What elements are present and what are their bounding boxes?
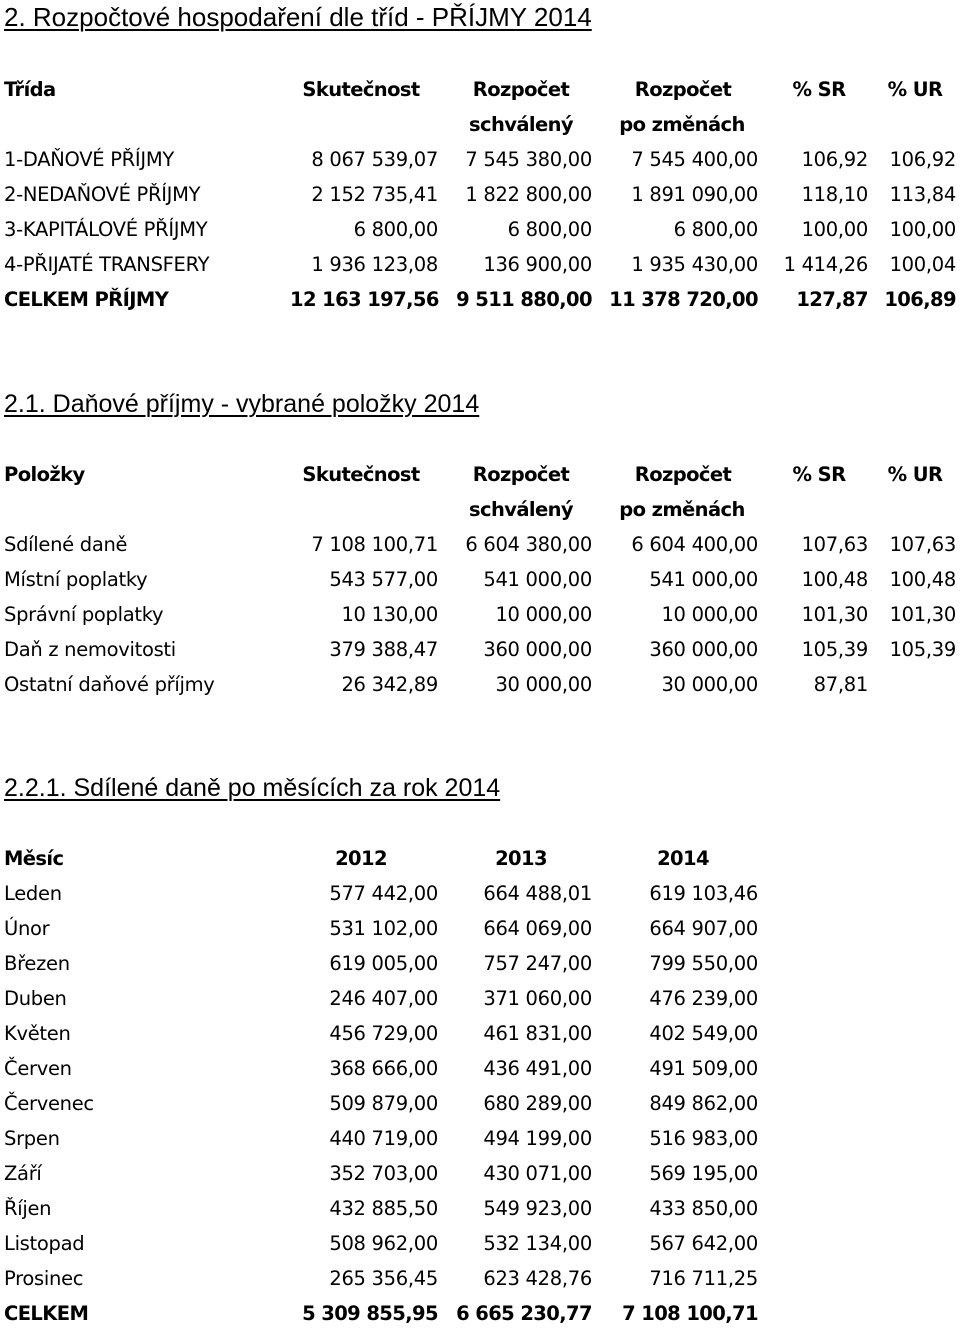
table-header-cell: Rozpočet: [634, 463, 732, 486]
table-row-cell: 246 407,00: [329, 987, 438, 1010]
table-header-cell: % SR: [792, 463, 846, 486]
table-row-cell: 799 550,00: [649, 952, 758, 975]
table-row-cell: Srpen: [4, 1127, 60, 1150]
table-row-cell: 265 356,45: [329, 1267, 438, 1290]
table-row-cell: 664 069,00: [483, 917, 592, 940]
table-total-row-cell: 11 378 720,00: [609, 288, 758, 311]
table-row-cell: 494 199,00: [483, 1127, 592, 1150]
table-header-sub-cell: schválený: [468, 498, 574, 521]
table-row: [0, 1191, 960, 1226]
table-row-cell: 716 711,25: [649, 1267, 758, 1290]
table-row-cell: 7 545 380,00: [465, 148, 592, 171]
table-total-row-cell: 12 163 197,56: [290, 288, 439, 311]
table-row-cell: 371 060,00: [483, 987, 592, 1010]
table-row-cell: 456 729,00: [329, 1022, 438, 1045]
table-row-cell: 30 000,00: [661, 673, 758, 696]
table-row-cell: Místní poplatky: [4, 568, 148, 591]
table-row-cell: 87,81: [813, 673, 868, 696]
table-row-cell: 100,48: [801, 568, 868, 591]
table-row-cell: 664 907,00: [649, 917, 758, 940]
table-row-cell: Sdílené daně: [4, 533, 128, 556]
table-row-cell: 30 000,00: [495, 673, 592, 696]
table-row-cell: 101,30: [801, 603, 868, 626]
table-row-cell: Leden: [4, 882, 62, 905]
table-row-cell: Daň z nemovitosti: [4, 638, 176, 661]
table-row-cell: Říjen: [4, 1197, 52, 1220]
table-row-cell: Prosinec: [4, 1267, 84, 1290]
table-row: [0, 1086, 960, 1121]
table-total-row-cell: 7 108 100,71: [622, 1302, 758, 1325]
table-row-cell: 10 000,00: [661, 603, 758, 626]
table-row-cell: 107,63: [889, 533, 956, 556]
section-title-danove-prijmy: 2.1. Daňové příjmy - vybrané položky 2014: [4, 390, 480, 418]
table-total-row-cell: CELKEM: [4, 1302, 89, 1325]
table-header-cell: Rozpočet: [472, 463, 570, 486]
table-row-cell: 531 102,00: [329, 917, 438, 940]
table-row: [0, 142, 960, 177]
section-title-sdilene-dane-mesice: 2.2.1. Sdílené daně po měsících za rok 2014: [4, 774, 501, 802]
table-header-cell: Měsíc: [4, 847, 64, 870]
table-row-cell: 8 067 539,07: [311, 148, 438, 171]
table-row-cell: 2-NEDAŇOVÉ PŘÍJMY: [4, 183, 201, 206]
table-total-row-cell: 5 309 855,95: [302, 1302, 438, 1325]
table-row-cell: 6 604 400,00: [631, 533, 758, 556]
table-row: [0, 212, 960, 247]
table-header-cell: 2012: [335, 847, 387, 870]
table-total-row: [0, 282, 960, 317]
table-header-cell: Rozpočet: [634, 78, 732, 101]
table-total-row-cell: 106,89: [884, 288, 956, 311]
table-row: [0, 876, 960, 911]
table-row-cell: Květen: [4, 1022, 71, 1045]
section-title-prijmy-trid: 2. Rozpočtové hospodaření dle tříd - PŘÍJMY 2014: [4, 2, 592, 32]
table-row-cell: 26 342,89: [341, 673, 438, 696]
table-header-cell: Skutečnost: [302, 463, 420, 486]
table-header-cell: Rozpočet: [472, 78, 570, 101]
table-row-cell: 508 962,00: [329, 1232, 438, 1255]
table-row-cell: Září: [4, 1162, 42, 1185]
table-row-cell: 379 388,47: [329, 638, 438, 661]
table-total-row-cell: 127,87: [796, 288, 868, 311]
table-row-cell: 101,30: [889, 603, 956, 626]
table-row-cell: 1 414,26: [783, 253, 868, 276]
table-row-cell: 100,00: [801, 218, 868, 241]
table-row-cell: 664 488,01: [483, 882, 592, 905]
table-row-cell: 7 545 400,00: [631, 148, 758, 171]
table-row: [0, 177, 960, 212]
table-total-row-cell: 9 511 880,00: [456, 288, 592, 311]
table-row-cell: 432 885,50: [329, 1197, 438, 1220]
table-row-cell: 7 108 100,71: [311, 533, 438, 556]
table-row-cell: 543 577,00: [329, 568, 438, 591]
table-row: [0, 1016, 960, 1051]
table-row-cell: 569 195,00: [649, 1162, 758, 1185]
table-header: [0, 72, 960, 107]
table-row-cell: 368 666,00: [329, 1057, 438, 1080]
table-header-sub-cell: schválený: [468, 113, 574, 136]
table-row: [0, 1261, 960, 1296]
table-total-row-cell: 6 665 230,77: [456, 1302, 592, 1325]
table-row-cell: 4-PŘIJATÉ TRANSFERY: [4, 253, 210, 276]
table-row-cell: 360 000,00: [483, 638, 592, 661]
table-row-cell: 577 442,00: [329, 882, 438, 905]
table-row-cell: 352 703,00: [329, 1162, 438, 1185]
table-row-cell: 541 000,00: [649, 568, 758, 591]
table-row-cell: 100,04: [889, 253, 956, 276]
table-row-cell: 491 509,00: [649, 1057, 758, 1080]
table-row: [0, 1156, 960, 1191]
table-row-cell: 106,92: [801, 148, 868, 171]
table-row-cell: 757 247,00: [483, 952, 592, 975]
table-row: [0, 247, 960, 282]
table-row-cell: 541 000,00: [483, 568, 592, 591]
table-row-cell: 436 491,00: [483, 1057, 592, 1080]
table-row-cell: 1-DAŇOVÉ PŘÍJMY: [4, 148, 174, 171]
table-row-cell: 567 642,00: [649, 1232, 758, 1255]
table-header-sub: [0, 107, 960, 142]
table-row-cell: 10 130,00: [341, 603, 438, 626]
table-row: [0, 1051, 960, 1086]
table-row-cell: 6 800,00: [507, 218, 592, 241]
table-header: [0, 841, 960, 876]
table-row-cell: 516 983,00: [649, 1127, 758, 1150]
table-row-cell: 100,48: [889, 568, 956, 591]
table-row-cell: 402 549,00: [649, 1022, 758, 1045]
table-row-cell: Ostatní daňové příjmy: [4, 673, 215, 696]
table-row-cell: 6 604 380,00: [465, 533, 592, 556]
table-row-cell: Červenec: [4, 1092, 94, 1115]
table-row: [0, 667, 960, 702]
table-row-cell: 105,39: [889, 638, 956, 661]
table-row: [0, 946, 960, 981]
table-row-cell: 433 850,00: [649, 1197, 758, 1220]
table-row-cell: 2 152 735,41: [311, 183, 438, 206]
table-row-cell: 6 800,00: [673, 218, 758, 241]
table-row-cell: 106,92: [889, 148, 956, 171]
table-row-cell: Listopad: [4, 1232, 85, 1255]
table-row-cell: 619 005,00: [329, 952, 438, 975]
table-header-sub: [0, 492, 960, 527]
table-header-cell: Položky: [4, 463, 85, 486]
table-row: [0, 911, 960, 946]
table-row-cell: 10 000,00: [495, 603, 592, 626]
table-row-cell: 476 239,00: [649, 987, 758, 1010]
table-header-cell: % UR: [887, 78, 943, 101]
table-row-cell: 107,63: [801, 533, 868, 556]
table-row-cell: Duben: [4, 987, 67, 1010]
table-row: [0, 981, 960, 1016]
table-total-row: [0, 1296, 960, 1331]
table-row-cell: 430 071,00: [483, 1162, 592, 1185]
table-header: [0, 457, 960, 492]
table-row-cell: 1 936 123,08: [311, 253, 438, 276]
table-row-cell: 1 822 800,00: [465, 183, 592, 206]
table-header-sub-cell: po změnách: [619, 498, 745, 521]
table-row-cell: Správní poplatky: [4, 603, 164, 626]
table-row-cell: 118,10: [801, 183, 868, 206]
table-row: [0, 562, 960, 597]
table-row-cell: Březen: [4, 952, 70, 975]
table-row: [0, 1226, 960, 1261]
table-row-cell: 113,84: [889, 183, 956, 206]
table-row-cell: 136 900,00: [483, 253, 592, 276]
table-row-cell: 532 134,00: [483, 1232, 592, 1255]
table-row-cell: 6 800,00: [353, 218, 438, 241]
table-row-cell: 461 831,00: [483, 1022, 592, 1045]
table-row-cell: 849 862,00: [649, 1092, 758, 1115]
table-header-sub-cell: po změnách: [619, 113, 745, 136]
table-row: [0, 1121, 960, 1156]
table-header-cell: Skutečnost: [302, 78, 420, 101]
table-row-cell: 549 923,00: [483, 1197, 592, 1220]
table-total-row-cell: CELKEM PŘÍJMY: [4, 288, 169, 311]
table-header-cell: 2014: [657, 847, 709, 870]
table-header-cell: % UR: [887, 463, 943, 486]
table-row: [0, 527, 960, 562]
table-row-cell: 360 000,00: [649, 638, 758, 661]
table-row-cell: 680 289,00: [483, 1092, 592, 1115]
table-header-cell: 2013: [495, 847, 547, 870]
table-row-cell: 3-KAPITÁLOVÉ PŘÍJMY: [4, 218, 208, 241]
table-row: [0, 597, 960, 632]
table-row-cell: 623 428,76: [483, 1267, 592, 1290]
table-row-cell: 100,00: [889, 218, 956, 241]
table-row-cell: Únor: [4, 917, 50, 940]
table-row: [0, 632, 960, 667]
table-row-cell: 105,39: [801, 638, 868, 661]
table-row-cell: 1 891 090,00: [631, 183, 758, 206]
table-row-cell: Červen: [4, 1057, 72, 1080]
table-row-cell: 440 719,00: [329, 1127, 438, 1150]
table-row-cell: 619 103,46: [649, 882, 758, 905]
table-header-cell: % SR: [792, 78, 846, 101]
table-row-cell: 509 879,00: [329, 1092, 438, 1115]
table-header-cell: Třída: [4, 78, 56, 101]
table-row-cell: 1 935 430,00: [631, 253, 758, 276]
